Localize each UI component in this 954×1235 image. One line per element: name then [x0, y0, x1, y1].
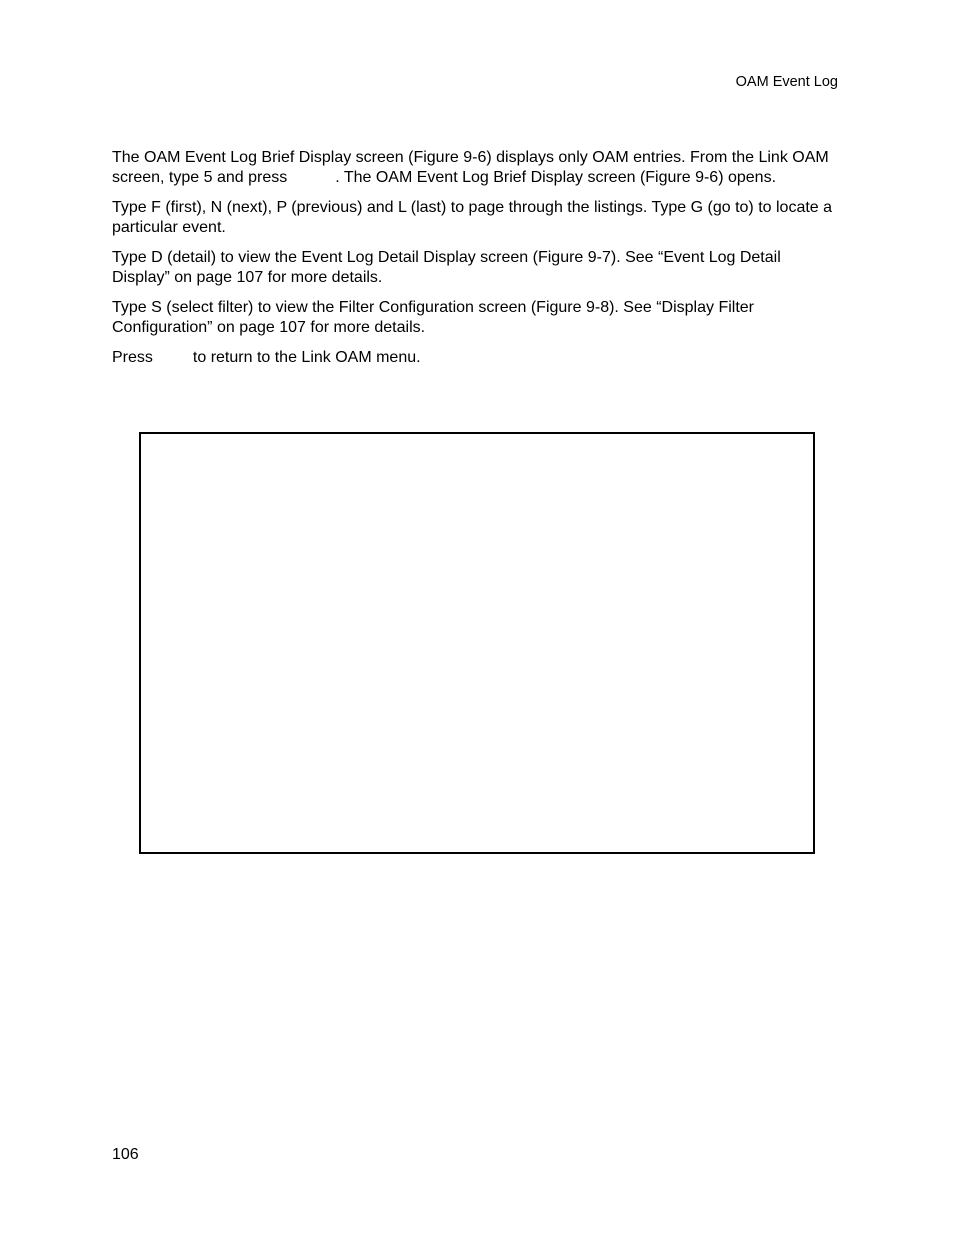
page-number: 106	[112, 1146, 139, 1163]
paragraph-filter-key: Type S (select filter) to view the Filter Configuration screen (Figure 9-8). See “Display Filter Configuration” on page 107 for more details.	[112, 299, 755, 336]
figure-screen-frame	[139, 432, 815, 854]
paragraph-detail-key: Type D (detail) to view the Event Log Detail Display screen (Figure 9-7). See “Event Log Detail Display” on page 107 for more details.	[112, 249, 781, 286]
paragraph-brief-display-intro	[112, 148, 842, 188]
paragraph-paging-keys: Type F (first), N (next), P (previous) and L (last) to page through the listings. Type G (go to) to locate a particular event.	[112, 199, 833, 236]
body-text	[112, 148, 842, 378]
paragraph-text: to return to the Link OAM menu.	[192, 349, 421, 366]
paragraph-return	[112, 348, 842, 368]
paragraph-text: Press	[112, 349, 153, 366]
running-header: OAM Event Log	[735, 74, 838, 90]
paragraph-text: . The OAM Event Log Brief Display screen (Figure 9-6) opens.	[335, 169, 777, 186]
paragraph-text: The OAM Event Log Brief Display screen (Figure 9-6) displays only OAM entries. From the Link OAM screen, type 5 and press	[112, 149, 829, 186]
